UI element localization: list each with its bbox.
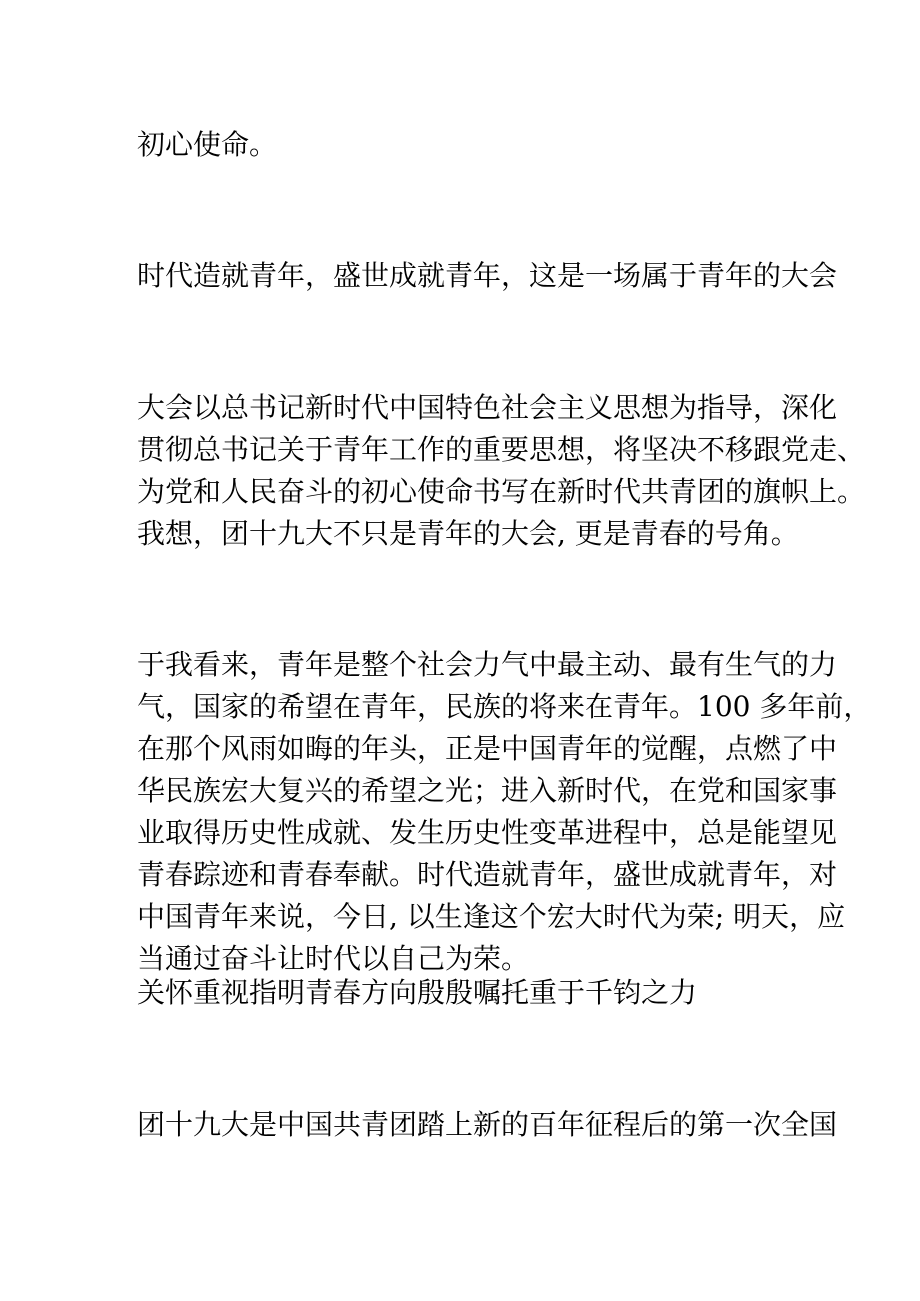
paragraph-2-line-3: 在那个风雨如晦的年头，正是中国青年的觉醒，点燃了中 [137,732,838,765]
paragraph-2-line-7: 中国青年来说，今日, 以生逢这个宏大时代为荣; 明天，应 [137,900,846,933]
section-heading-1: 时代造就青年，盛世成就青年，这是一场属于青年的大会 [137,259,838,292]
paragraph-3-line-1: 团十九大是中国共青团踏上新的百年征程后的第一次全国 [137,1108,838,1141]
paragraph-2-line-2: 气，国家的希望在青年，民族的将来在青年。100 多年前， [137,690,872,723]
paragraph-1-line-2: 贯彻总书记关于青年工作的重要思想，将坚决不移跟党走、 [137,433,866,466]
paragraph-1-line-4: 我想，团十九大不只是青年的大会, 更是青春的号角。 [137,517,799,550]
paragraph-1-line-1: 大会以总书记新时代中国特色社会主义思想为指导，深化 [137,391,838,424]
paragraph-2-line-8: 当通过奋斗让时代以自己为荣。 [137,942,530,975]
paragraph-2-line-6: 青春踪迹和青春奉献。时代造就青年，盛世成就青年，对 [137,858,838,891]
text-line-closing: 初心使命。 [137,128,278,161]
paragraph-2-line-5: 业取得历史性成就、发生历史性变革进程中，总是能望见 [137,816,838,849]
paragraph-1-line-3: 为党和人民奋斗的初心使命书写在新时代共青团的旗帜上。 [137,475,866,508]
paragraph-2-line-1: 于我看来，青年是整个社会力气中最主动、最有生气的力 [137,648,838,681]
section-heading-2: 关怀重视指明青春方向殷殷嘱托重于千钧之力 [137,976,698,1009]
paragraph-2-line-4: 华民族宏大复兴的希望之光；进入新时代，在党和国家事 [137,774,838,807]
